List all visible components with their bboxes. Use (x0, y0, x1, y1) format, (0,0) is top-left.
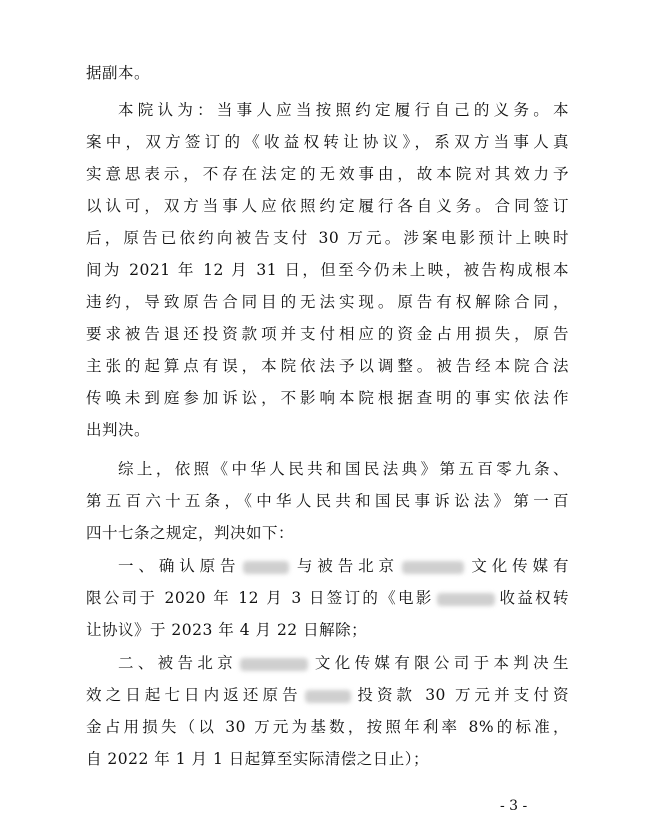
redaction-blur (402, 561, 464, 574)
text-line: 传唤未到庭参加诉讼，不影响本院根据查明的事实依法作 (86, 389, 569, 407)
redaction-blur (437, 593, 495, 606)
text-segment: 限公司于 2020 年 12 月 3 日签订的《电影 (86, 589, 434, 607)
text-line: 主张的起算点有误，本院依法予以调整。被告经本院合法 (86, 357, 569, 375)
text-segment: 文化传媒有限公司于本判决生 (311, 654, 569, 672)
text-line: 综上，依照《中华人民共和国民法典》第五百零九条、 (118, 460, 569, 478)
text-line: 实意思表示，不存在法定的无效事由，故本院对其效力予 (86, 165, 569, 183)
text-segment: 收益权转 (497, 589, 569, 607)
text-segment: 投资款 30 万元并支付资 (353, 686, 569, 704)
text-line: 自 2022 年 1 月 1 日起算至实际清偿之日止）； (86, 750, 429, 768)
text-segment: 效之日起七日内返还原告 (86, 686, 302, 704)
text-line: 后，原告已依约向被告支付 30 万元。涉案电影预计上映时 (86, 229, 569, 247)
text-line (118, 653, 569, 673)
text-line (118, 556, 569, 576)
text-line: 让协议》于 2023 年 4 月 22 日解除； (86, 621, 368, 639)
text-segment: 一、确认原告 (118, 557, 241, 575)
text-segment: 文化传媒有 (466, 557, 569, 575)
redaction-blur (240, 658, 308, 671)
redaction-blur (243, 561, 289, 574)
text-line: 出判决。 (86, 421, 151, 439)
text-line: 四十七条之规定，判决如下： (86, 524, 295, 542)
text-line (86, 588, 569, 608)
text-line: 第五百六十五条，《中华人民共和国民事诉讼法》第一百 (86, 492, 569, 510)
text-line: 要求被告退还投资款项并支付相应的资金占用损失，原告 (86, 325, 569, 343)
text-line: 以认可，双方当事人应依照约定履行各自义务。合同签订 (86, 197, 569, 215)
text-line: 金占用损失（以 30 万元为基数，按照年利率 8%的标准， (86, 718, 569, 736)
text-segment: 与被告北京 (292, 557, 399, 575)
text-line: 本院认为：当事人应当按照约定履行自己的义务。本 (118, 101, 569, 119)
page-number: - 3 - (500, 798, 528, 814)
text-line (86, 685, 569, 705)
text-line: 据副本。 (86, 64, 151, 82)
text-line: 间为 2021 年 12 月 31 日，但至今仍未上映，被告构成根本 (86, 261, 569, 279)
text-line: 案中，双方签订的《收益权转让协议》，系双方当事人真 (86, 133, 569, 151)
redaction-blur (305, 690, 351, 703)
text-line: 违约，导致原告合同目的无法实现。原告有权解除合同， (86, 293, 569, 311)
text-segment: 二、被告北京 (118, 654, 238, 672)
